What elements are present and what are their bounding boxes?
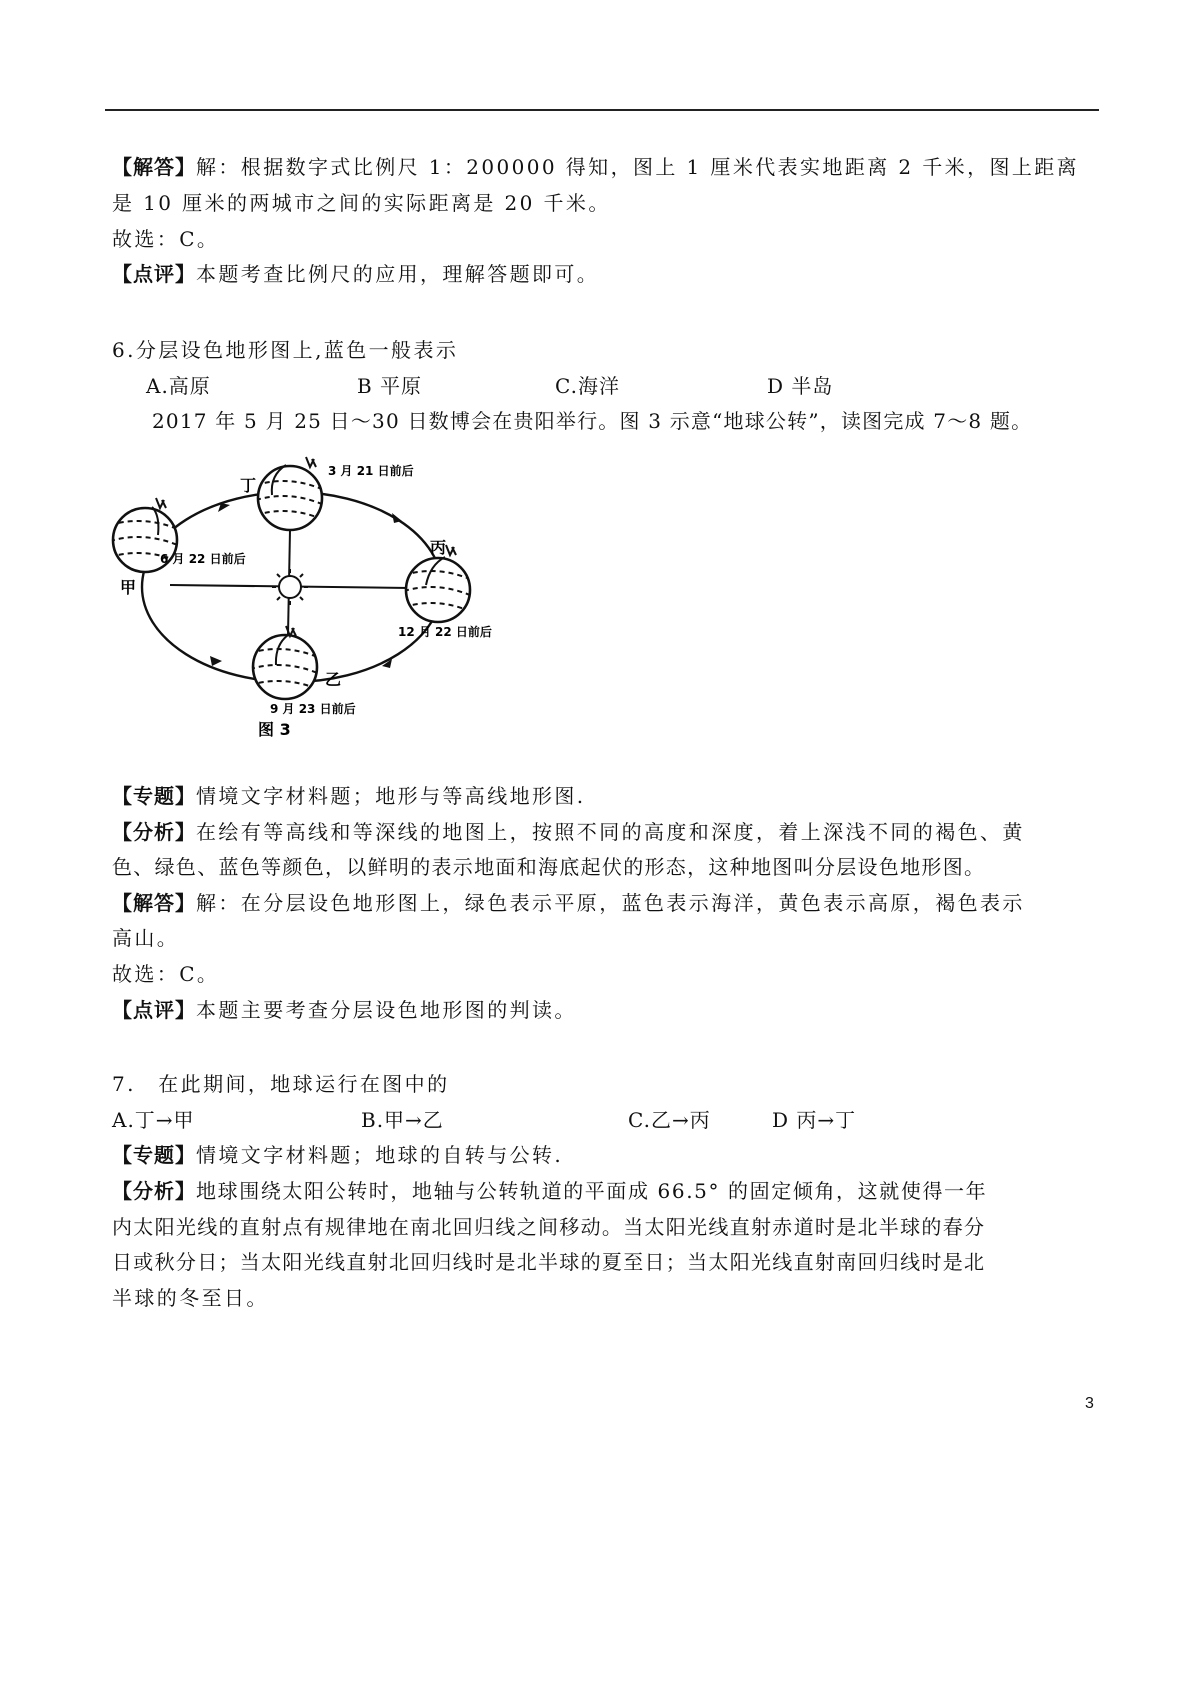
q7-analysis-line-2: 内太阳光线的直射点有规律地在南北回归线之间移动。当太阳光线直射赤道时是北半球的春分	[112, 1215, 986, 1239]
orbit-arrow-bottom	[210, 656, 222, 666]
label-yi: 乙	[325, 670, 342, 689]
earth-ding	[256, 465, 324, 530]
q6-option-d: D 半岛	[767, 374, 834, 398]
label-sep23: 9 月 23 日前后	[270, 702, 356, 716]
label-jia: 甲	[120, 578, 137, 597]
analysis-tag: 【分析】	[112, 820, 196, 844]
label-jun22: 6 月 22 日前后	[160, 552, 246, 566]
page-number: 3	[1085, 1395, 1094, 1412]
topic-tag: 【专题】	[112, 1143, 196, 1167]
q6-stem: 6.分层设色地形图上,蓝色一般表示	[112, 338, 459, 362]
q7-stem: 7. 在此期间，地球运行在图中的	[112, 1072, 450, 1096]
q7-option-c: C.乙→丙	[628, 1108, 711, 1132]
sunray-mark-bing	[446, 545, 456, 555]
context-line: 2017 年 5 月 25 日～30 日数博会在贵阳举行。图 3 示意“地球公转”，读图完成 7～8 题。	[152, 409, 1033, 433]
topic-tag: 【专题】	[112, 784, 196, 808]
choice-line: 故选：C。	[112, 227, 220, 251]
q7-option-a: A.丁→甲	[112, 1108, 195, 1132]
header-rule	[105, 109, 1099, 111]
q7-option-d: D 丙→丁	[772, 1108, 857, 1132]
q6-option-a: A.高原	[146, 374, 211, 398]
label-dec22: 12 月 22 日前后	[398, 625, 492, 639]
q7-option-b: B.甲→乙	[361, 1108, 444, 1132]
answer-tag: 【解答】	[112, 155, 196, 179]
answer-tag: 【解答】	[112, 891, 196, 915]
comment-tag: 【点评】	[112, 262, 196, 286]
sunray-mark-jia	[156, 498, 166, 508]
label-bing: 丙	[430, 538, 447, 557]
answer-line-1: 【解答】解：根据数字式比例尺 1：200000 得知，图上 1 厘米代表实地距离 2 千米，图上距离	[112, 155, 1080, 179]
q7-topic-line: 【专题】情境文字材料题；地球的自转与公转.	[112, 1143, 564, 1167]
q7-analysis-line-1: 【分析】地球围绕太阳公转时，地轴与公转轨道的平面成 66.5° 的固定倾角，这就使得一年	[112, 1179, 988, 1203]
q6-answer-line-1: 【解答】解：在分层设色地形图上，绿色表示平原，蓝色表示海洋，黄色表示高原，褐色表示	[112, 891, 1025, 915]
q6-topic-line: 【专题】情境文字材料题；地形与等高线地形图.	[112, 784, 586, 808]
q6-analysis-line-2: 色、绿色、蓝色等颜色，以鲜明的表示地面和海底起伏的形态，这种地图叫分层设色地形图。	[112, 855, 986, 879]
sunray-mark-ding	[306, 457, 316, 467]
q6-comment-line: 【点评】本题主要考查分层设色地形图的判读。	[112, 998, 577, 1022]
answer-line-2: 是 10 厘米的两城市之间的实际距离是 20 千米。	[112, 191, 611, 215]
q6-analysis-line-1: 【分析】在绘有等高线和等深线的地图上，按照不同的高度和深度，着上深浅不同的褐色、黄	[112, 820, 1025, 844]
earth-revolution-figure	[100, 445, 500, 745]
q6-answer-line-2: 高山。	[112, 926, 180, 950]
earth-bing	[404, 557, 472, 622]
label-mar21: 3 月 21 日前后	[328, 464, 414, 478]
comment-line: 【点评】本题考查比例尺的应用，理解答题即可。	[112, 262, 600, 286]
figure-caption: 图 3	[258, 720, 291, 739]
comment-tag: 【点评】	[112, 998, 196, 1022]
q6-option-b: B 平原	[357, 374, 423, 398]
q6-choice-line: 故选：C。	[112, 962, 220, 986]
q6-option-c: C.海洋	[555, 374, 620, 398]
q7-analysis-line-3: 日或秋分日；当太阳光线直射北回归线时是北半球的夏至日；当太阳光线直射南回归线时是北	[112, 1250, 986, 1274]
analysis-tag: 【分析】	[112, 1179, 196, 1203]
earth-yi	[250, 635, 320, 699]
label-ding: 丁	[240, 476, 257, 495]
q7-analysis-line-4: 半球的冬至日。	[112, 1286, 269, 1310]
